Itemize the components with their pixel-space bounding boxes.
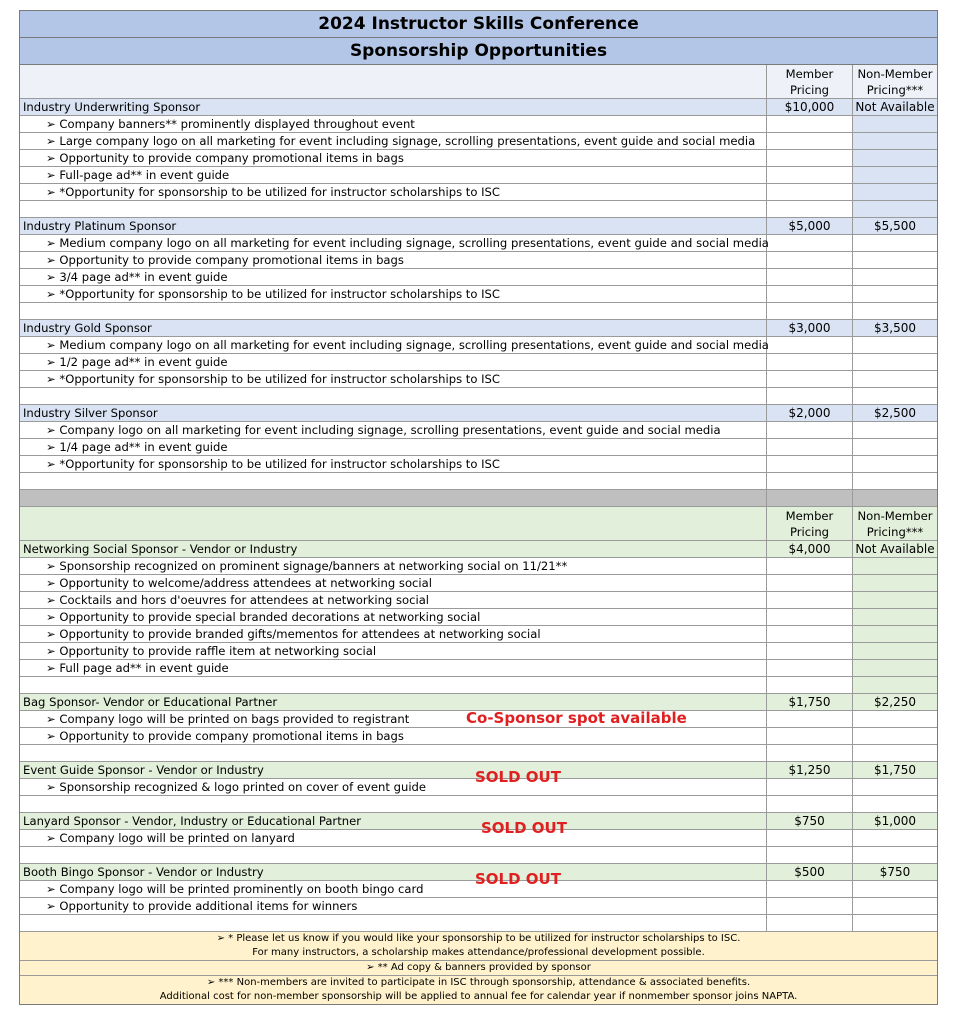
table-body (20, 65, 937, 932)
benefit-text: ➢ Opportunity to provide raffle item at networking social (46, 644, 377, 658)
nonmember-price (852, 337, 937, 353)
sponsor-row-gold (20, 320, 937, 337)
member-price (766, 847, 852, 863)
page-title: 2024 Instructor Skills Conference (20, 11, 937, 38)
sponsor-row-underwriting (20, 99, 937, 116)
nonmember-price (852, 133, 937, 149)
member-price (766, 830, 852, 846)
member-price (766, 779, 852, 795)
nonmember-price (852, 745, 937, 761)
benefit-text: ➢ Opportunity to provide company promotional items in bags (46, 253, 404, 267)
benefit-row (20, 167, 937, 184)
benefit-text: ➢ Medium company logo on all marketing for event including signage, scrolling presentations, event guide and social media (46, 338, 769, 352)
member-price (766, 711, 852, 727)
nonmember-price (852, 150, 937, 166)
benefit-row (20, 609, 937, 626)
benefit-text: ➢ Company logo will be printed on bags provided to registrant Co-Sponsor spot available (46, 709, 687, 727)
benefit-row (20, 116, 937, 133)
benefit-text: ➢ *Opportunity for sponsorship to be utilized for instructor scholarships to ISC (46, 185, 501, 199)
benefit-text: ➢ Sponsorship recognized & logo printed on cover of event guide SOLD OUT (46, 768, 561, 794)
benefit-text: ➢ Medium company logo on all marketing for event including signage, scrolling presentations, event guide and social media (46, 236, 769, 250)
nonmember-price (852, 779, 937, 795)
row-label (20, 490, 766, 506)
nonmember-price (852, 269, 937, 285)
benefit-row (20, 422, 937, 439)
nonmember-price (852, 592, 937, 608)
nonmember-price: $2,500 (852, 405, 937, 421)
spacer-row (20, 201, 937, 218)
member-price (766, 150, 852, 166)
spacer-row (20, 388, 937, 405)
member-price (766, 235, 852, 251)
member-price: $4,000 (766, 541, 852, 557)
footnote-nonmember-detail: Additional cost for non-member sponsorship will be applied to annual fee for calendar year if nonmember sponsor joins NAPTA. (159, 991, 798, 1002)
member-price (766, 796, 852, 812)
sponsor-row-silver (20, 405, 937, 422)
member-price: $750 (766, 813, 852, 829)
footnote-scholarship-detail: For many instructors, a scholarship makes attendance/professional development possible. (252, 947, 705, 958)
member-pricing-header: Pricing (789, 83, 830, 97)
member-price (766, 65, 852, 98)
nonmember-price (852, 439, 937, 455)
member-price (766, 490, 852, 506)
benefit-row (20, 235, 937, 252)
sponsor-name: Industry Gold Sponsor (23, 321, 152, 335)
row-label (20, 677, 766, 693)
nonmember-price (852, 626, 937, 642)
member-price: $2,000 (766, 405, 852, 421)
benefit-row (20, 371, 937, 388)
sponsor-name: Industry Underwriting Sponsor (23, 100, 201, 114)
benefit-row (20, 728, 937, 745)
member-price (766, 422, 852, 438)
nonmember-price (852, 660, 937, 676)
pricing-header-row (20, 507, 937, 541)
row-label (20, 915, 766, 931)
nonmember-price: $1,750 (852, 762, 937, 778)
sponsor-name: Lanyard Sponsor - Vendor, Industry or Educational Partner (23, 814, 361, 828)
sponsor-name: Booth Bingo Sponsor - Vendor or Industry (23, 865, 264, 879)
sponsor-name: Event Guide Sponsor - Vendor or Industry (23, 763, 264, 777)
nonmember-pricing-header: Non-Member (857, 509, 933, 523)
member-price (766, 286, 852, 302)
nonmember-price: Not Available (852, 99, 937, 115)
benefit-row (20, 711, 937, 728)
nonmember-price (852, 881, 937, 897)
member-price (766, 677, 852, 693)
benefit-text: ➢ Sponsorship recognized on prominent signage/banners at networking social on 11/21** (46, 559, 568, 573)
nonmember-pricing-header: Non-Member (857, 67, 933, 81)
benefit-row (20, 898, 937, 915)
co-sponsor-note: Co-Sponsor spot available (466, 709, 687, 727)
member-price (766, 575, 852, 591)
benefit-row (20, 184, 937, 201)
member-price: $5,000 (766, 218, 852, 234)
sold-out-label: SOLD OUT (481, 819, 567, 837)
nonmember-price: Not Available (852, 541, 937, 557)
member-price (766, 456, 852, 472)
sponsor-row-networking (20, 541, 937, 558)
benefit-text: ➢ Opportunity to provide branded gifts/mementos for attendees at networking social (46, 627, 541, 641)
nonmember-price (852, 677, 937, 693)
nonmember-price (852, 796, 937, 812)
row-label (20, 388, 766, 404)
nonmember-price (852, 65, 937, 98)
nonmember-price (852, 711, 937, 727)
row-label (20, 745, 766, 761)
member-price (766, 626, 852, 642)
nonmember-pricing-header: Pricing*** (866, 525, 924, 539)
benefit-row (20, 643, 937, 660)
nonmember-price (852, 167, 937, 183)
sponsor-name: Industry Silver Sponsor (23, 406, 158, 420)
member-price (766, 558, 852, 574)
nonmember-price: $1,000 (852, 813, 937, 829)
member-price: $3,000 (766, 320, 852, 336)
nonmember-pricing-header: Pricing*** (866, 83, 924, 97)
member-price (766, 898, 852, 914)
benefit-row (20, 269, 937, 286)
footnotes (20, 932, 937, 1004)
benefit-text: ➢ 3/4 page ad** in event guide (46, 270, 228, 284)
spacer-row (20, 303, 937, 320)
benefit-text: ➢ *Opportunity for sponsorship to be utilized for instructor scholarships to ISC (46, 457, 501, 471)
nonmember-price (852, 184, 937, 200)
nonmember-price (852, 490, 937, 506)
benefit-text: ➢ Full page ad** in event guide (46, 661, 229, 675)
benefit-text: ➢ Opportunity to welcome/address attendees at networking social (46, 576, 432, 590)
member-price (766, 609, 852, 625)
member-pricing-header: Member (785, 509, 834, 523)
nonmember-price (852, 473, 937, 489)
member-price (766, 303, 852, 319)
member-price (766, 881, 852, 897)
member-price (766, 184, 852, 200)
nonmember-price (852, 728, 937, 744)
sponsor-name: Industry Platinum Sponsor (23, 219, 177, 233)
benefit-text: ➢ Company logo will be printed prominently on booth bingo card SOLD OUT (46, 870, 561, 896)
benefit-text: ➢ Opportunity to provide additional items for winners (46, 899, 358, 913)
member-pricing-header: Member (785, 67, 834, 81)
member-price: $10,000 (766, 99, 852, 115)
benefit-row (20, 286, 937, 303)
benefit-text: ➢ Company logo on all marketing for event including signage, scrolling presentations, event guide and social media (46, 423, 721, 437)
benefit-row (20, 558, 937, 575)
page-subtitle: Sponsorship Opportunities (20, 38, 937, 65)
nonmember-price (852, 898, 937, 914)
nonmember-price (852, 847, 937, 863)
benefit-row (20, 150, 937, 167)
member-price (766, 507, 852, 540)
sponsorship-table (19, 10, 938, 1005)
nonmember-price (852, 609, 937, 625)
row-label (20, 847, 766, 863)
member-price: $1,250 (766, 762, 852, 778)
nonmember-price: $2,250 (852, 694, 937, 710)
footnote-nonmember: ➢ *** Non-members are invited to participate in ISC through sponsorship, attendance & associated benefits. (206, 977, 751, 988)
spacer-row (20, 745, 937, 762)
pricing-header-row (20, 65, 937, 99)
nonmember-price (852, 354, 937, 370)
spacer-row (20, 847, 937, 864)
member-price (766, 252, 852, 268)
member-price: $1,750 (766, 694, 852, 710)
spacer-row (20, 677, 937, 694)
nonmember-price: $3,500 (852, 320, 937, 336)
benefit-row (20, 354, 937, 371)
member-price (766, 660, 852, 676)
benefit-text: ➢ Company logo will be printed on lanyard SOLD OUT (46, 819, 567, 845)
nonmember-price (852, 915, 937, 931)
benefit-text: ➢ 1/4 page ad** in event guide (46, 440, 228, 454)
member-price (766, 337, 852, 353)
member-price (766, 354, 852, 370)
row-label (20, 507, 766, 540)
nonmember-price: $5,500 (852, 218, 937, 234)
section-divider (20, 490, 937, 507)
nonmember-price (852, 456, 937, 472)
sponsor-row-platinum (20, 218, 937, 235)
benefit-text: ➢ Opportunity to provide company promotional items in bags (46, 729, 404, 743)
row-label (20, 473, 766, 489)
nonmember-price (852, 507, 937, 540)
row-label (20, 201, 766, 217)
benefit-text: ➢ Large company logo on all marketing for event including signage, scrolling presentations, event guide and social media (46, 134, 756, 148)
member-price (766, 371, 852, 387)
nonmember-price (852, 252, 937, 268)
benefit-text: ➢ Cocktails and hors d'oeuvres for attendees at networking social (46, 593, 430, 607)
row-label (20, 796, 766, 812)
member-price (766, 592, 852, 608)
footnote-scholarship: ➢ * Please let us know if you would like your sponsorship to be utilized for instructor scholarships to ISC. (216, 933, 741, 944)
benefit-row (20, 456, 937, 473)
benefit-row (20, 439, 937, 456)
nonmember-price (852, 116, 937, 132)
member-price (766, 915, 852, 931)
nonmember-price (852, 575, 937, 591)
member-price (766, 745, 852, 761)
member-pricing-header: Pricing (789, 525, 830, 539)
benefit-text: ➢ Opportunity to provide special branded decorations at networking social (46, 610, 481, 624)
member-price (766, 167, 852, 183)
nonmember-price (852, 303, 937, 319)
spacer-row (20, 796, 937, 813)
spacer-row (20, 473, 937, 490)
nonmember-price (852, 388, 937, 404)
benefit-text: ➢ Company banners** prominently displayed throughout event (46, 117, 415, 131)
member-price (766, 439, 852, 455)
nonmember-price (852, 201, 937, 217)
nonmember-price (852, 643, 937, 659)
footnote-ad-copy: ➢ ** Ad copy & banners provided by sponsor (366, 962, 591, 973)
sponsor-name: Networking Social Sponsor - Vendor or Industry (23, 542, 298, 556)
row-label (20, 303, 766, 319)
benefit-text: ➢ *Opportunity for sponsorship to be utilized for instructor scholarships to ISC (46, 372, 501, 386)
nonmember-price (852, 422, 937, 438)
benefit-row (20, 626, 937, 643)
benefit-text: ➢ *Opportunity for sponsorship to be utilized for instructor scholarships to ISC (46, 287, 501, 301)
member-price (766, 201, 852, 217)
member-price (766, 643, 852, 659)
member-price: $500 (766, 864, 852, 880)
benefit-row (20, 592, 937, 609)
sold-out-label: SOLD OUT (475, 870, 561, 888)
benefit-row (20, 660, 937, 677)
member-price (766, 728, 852, 744)
spacer-row (20, 915, 937, 932)
benefit-text: ➢ 1/2 page ad** in event guide (46, 355, 228, 369)
member-price (766, 269, 852, 285)
benefit-row (20, 337, 937, 354)
sponsor-name: Bag Sponsor- Vendor or Educational Partner (23, 695, 278, 709)
benefit-row (20, 133, 937, 150)
row-label (20, 65, 766, 98)
member-price (766, 473, 852, 489)
benefit-text: ➢ Opportunity to provide company promotional items in bags (46, 151, 404, 165)
benefit-text: ➢ Full-page ad** in event guide (46, 168, 230, 182)
nonmember-price (852, 558, 937, 574)
sponsor-row-lanyard (20, 813, 937, 830)
nonmember-price (852, 286, 937, 302)
benefit-row (20, 252, 937, 269)
nonmember-price: $750 (852, 864, 937, 880)
benefit-row (20, 575, 937, 592)
nonmember-price (852, 235, 937, 251)
member-price (766, 116, 852, 132)
member-price (766, 388, 852, 404)
nonmember-price (852, 371, 937, 387)
nonmember-price (852, 830, 937, 846)
sold-out-label: SOLD OUT (475, 768, 561, 786)
member-price (766, 133, 852, 149)
